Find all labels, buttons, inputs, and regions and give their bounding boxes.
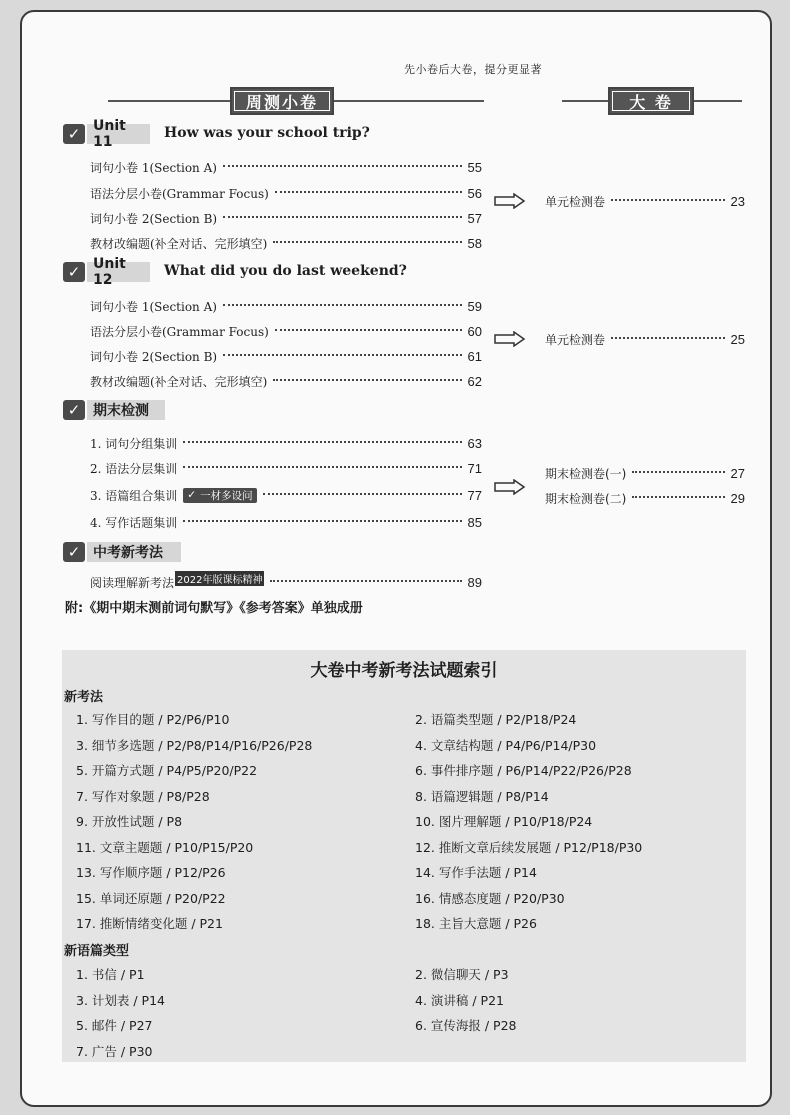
index-item: 12. 推断文章后续发展题 / P12/P18/P30	[415, 840, 643, 855]
index-item: 10. 图片理解题 / P10/P18/P24	[415, 814, 593, 829]
index-item: 17. 推断情绪变化题 / P21	[76, 916, 223, 931]
index-item: 18. 主旨大意题 / P26	[415, 916, 537, 931]
unit-tag: 期末检测	[87, 400, 165, 420]
index-item: 2. 语篇类型题 / P2/P18/P24	[415, 712, 577, 727]
side-row[interactable]: 期末检测卷(二) 29	[545, 490, 745, 506]
index-title: 大卷中考新考法试题索引	[310, 661, 498, 681]
index-item: 8. 语篇逻辑题 / P8/P14	[415, 789, 549, 804]
banner-rule-right	[562, 100, 608, 102]
toc-row[interactable]: 语法分层小卷(Grammar Focus) 56	[90, 185, 482, 201]
toc-row[interactable]: 教材改编题(补全对话、完形填空) 58	[90, 235, 482, 251]
toc-row[interactable]: 4. 写作话题集训 85	[90, 514, 482, 530]
index-item: 3. 计划表 / P14	[76, 993, 166, 1008]
check-icon: ✓	[187, 489, 197, 501]
toc-row[interactable]: 3. 语篇组合集训 ✓ 一材多设问 77	[90, 487, 482, 503]
index-item: 5. 邮件 / P27	[76, 1018, 153, 1033]
check-icon: ✓	[63, 400, 85, 420]
index-item: 3. 细节多选题 / P2/P8/P14/P16/P26/P28	[76, 738, 313, 753]
index-item: 6. 事件排序题 / P6/P14/P22/P26/P28	[415, 763, 632, 778]
question-index-panel	[62, 650, 746, 1062]
side-row[interactable]: 期末检测卷(一) 27	[545, 465, 745, 481]
header-slogan: 先小卷后大卷，提分更显著	[404, 63, 542, 76]
index-item: 4. 文章结构题 / P4/P6/P14/P30	[415, 738, 597, 753]
banner-rule-right-after	[694, 100, 742, 102]
index-item: 9. 开放性试题 / P8	[76, 814, 183, 829]
toc-row[interactable]: 阅读理解新考法 2022年版课标精神 89	[90, 573, 482, 591]
section-title: 新语篇类型	[64, 944, 130, 959]
index-item: 14. 写作手法题 / P14	[415, 865, 537, 880]
banner-big-test: 大 卷	[608, 87, 694, 115]
side-row[interactable]: 单元检测卷 25	[545, 331, 745, 347]
curriculum-note-tag: 2022年版课标精神	[175, 571, 264, 586]
unit-title: What did you do last weekend?	[164, 263, 407, 279]
arrow-right-icon	[494, 479, 526, 495]
unit-tag: 中考新考法	[87, 542, 181, 562]
index-item: 1. 写作目的题 / P2/P6/P10	[76, 712, 230, 727]
unit-tag: Unit 11	[87, 124, 150, 144]
section-title: 新考法	[64, 690, 104, 705]
toc-row[interactable]: 教材改编题(补全对话、完形填空) 62	[90, 373, 482, 389]
check-icon: ✓	[63, 262, 85, 282]
badge-one-text-multi-questions: ✓ 一材多设问	[183, 488, 256, 503]
index-item: 4. 演讲稿 / P21	[415, 993, 505, 1008]
toc-row[interactable]: 词句小卷 2(Section B) 61	[90, 348, 482, 364]
index-item: 5. 开篇方式题 / P4/P5/P20/P22	[76, 763, 258, 778]
index-item: 15. 单词还原题 / P20/P22	[76, 891, 226, 906]
toc-row[interactable]: 语法分层小卷(Grammar Focus) 60	[90, 323, 482, 339]
arrow-right-icon	[494, 331, 526, 347]
arrow-right-icon	[494, 193, 526, 209]
toc-row[interactable]: 词句小卷 1(Section A) 55	[90, 159, 482, 175]
toc-row[interactable]: 2. 语法分层集训 71	[90, 460, 482, 476]
index-item: 13. 写作顺序题 / P12/P26	[76, 865, 226, 880]
banner-rule-left	[108, 100, 230, 102]
check-icon: ✓	[63, 542, 85, 562]
index-item: 2. 微信聊天 / P3	[415, 967, 509, 982]
toc-row[interactable]: 词句小卷 2(Section B) 57	[90, 210, 482, 226]
index-item: 11. 文章主题题 / P10/P15/P20	[76, 840, 254, 855]
index-item: 7. 广告 / P30	[76, 1044, 153, 1059]
check-icon: ✓	[63, 124, 85, 144]
banner-weekly-quiz: 周测小卷	[230, 87, 334, 115]
index-item: 16. 情感态度题 / P20/P30	[415, 891, 565, 906]
index-item: 1. 书信 / P1	[76, 967, 145, 982]
unit-tag: Unit 12	[87, 262, 150, 282]
toc-row[interactable]: 1. 词句分组集训 63	[90, 435, 482, 451]
side-row[interactable]: 单元检测卷 23	[545, 193, 745, 209]
banner-rule-left-after	[334, 100, 484, 102]
index-item: 6. 宣传海报 / P28	[415, 1018, 517, 1033]
appendix-note: 附:《期中期末测前词句默写》《参考答案》单独成册	[65, 601, 363, 616]
toc-row[interactable]: 词句小卷 1(Section A) 59	[90, 298, 482, 314]
index-item: 7. 写作对象题 / P8/P28	[76, 789, 210, 804]
unit-title: How was your school trip?	[164, 125, 370, 141]
